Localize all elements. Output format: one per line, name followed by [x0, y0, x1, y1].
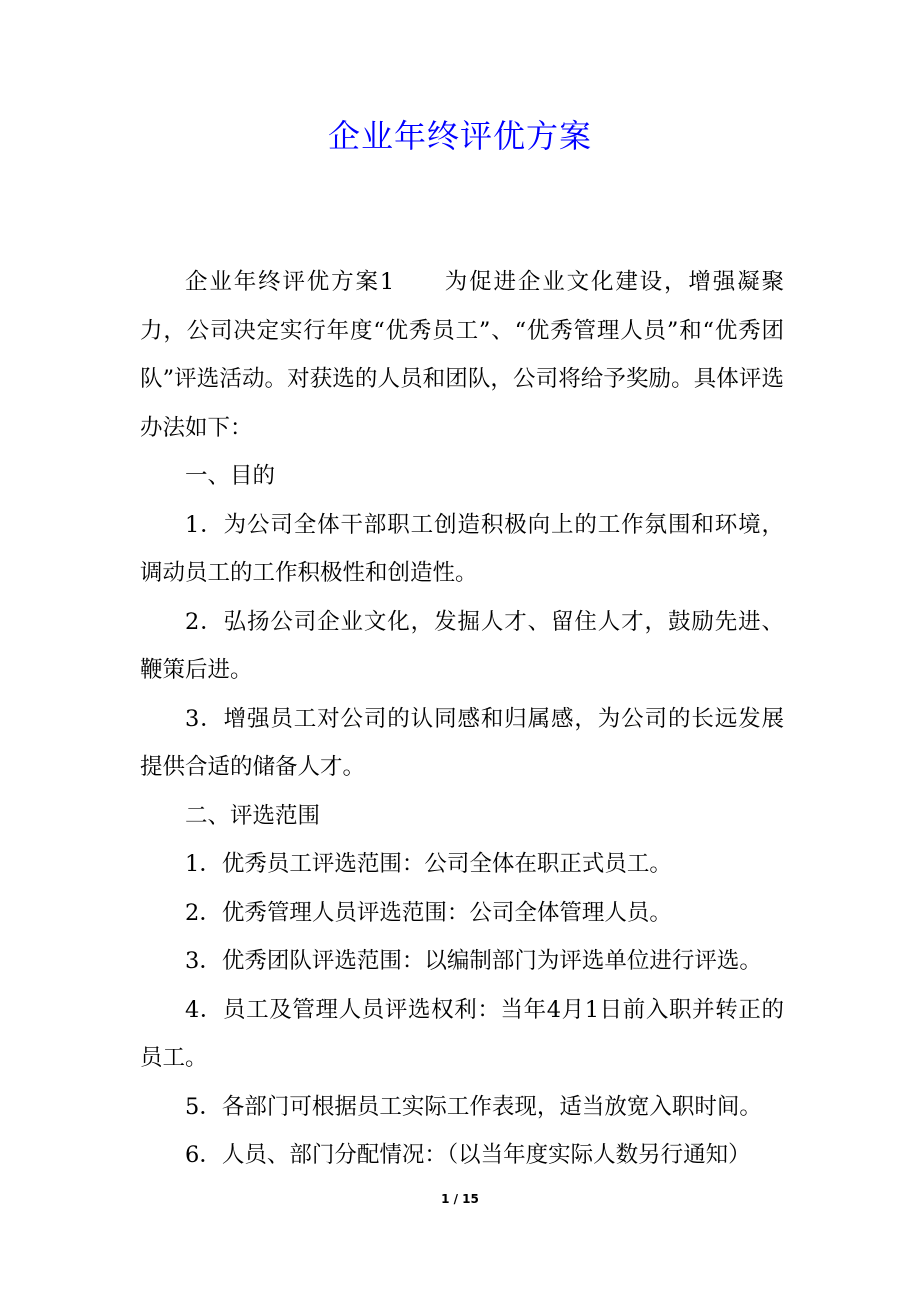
- purpose-item-1: 1．为公司全体干部职工创造积极向上的工作氛围和环境，调动员工的工作积极性和创造性。: [140, 511, 784, 586]
- document-body: [140, 258, 784, 1180]
- page-number: 1 / 15: [441, 1192, 479, 1206]
- purpose-item-2: 2．弘扬公司企业文化，发掘人才、留住人才，鼓励先进、鞭策后进。: [140, 608, 784, 683]
- purpose-item-3: 3．增强员工对公司的认同感和归属感，为公司的长远发展提供合适的储备人才。: [140, 705, 784, 780]
- scope-item-3: 3．优秀团队评选范围：以编制部门为评选单位进行评选。: [185, 948, 762, 974]
- document-title: 企业年终评优方案: [327, 117, 592, 155]
- intro-paragraph: 企业年终评优方案1 为促进企业文化建设，增强凝聚力，公司决定实行年度“优秀员工”、“优秀管理人员”和“优秀团队”评选活动。对获选的人员和团队，公司将给予奖励。具体评选办法如下：: [140, 269, 784, 441]
- section-heading-scope: 二、评选范围: [185, 802, 321, 829]
- scope-item-5: 5．各部门可根据员工实际工作表现，适当放宽入职时间。: [185, 1093, 762, 1120]
- scope-item-6: 6．人员、部门分配情况：（以当年度实际人数另行通知）: [185, 1142, 751, 1168]
- scope-item-4: 4．员工及管理人员评选权利：当年4月1日前入职并转正的员工。: [140, 996, 784, 1071]
- scope-item-2: 2．优秀管理人员评选范围：公司全体管理人员。: [185, 899, 672, 926]
- section-heading-purpose: 一、目的: [185, 463, 276, 489]
- scope-item-1: 1．优秀员工评选范围：公司全体在职正式员工。: [185, 851, 672, 877]
